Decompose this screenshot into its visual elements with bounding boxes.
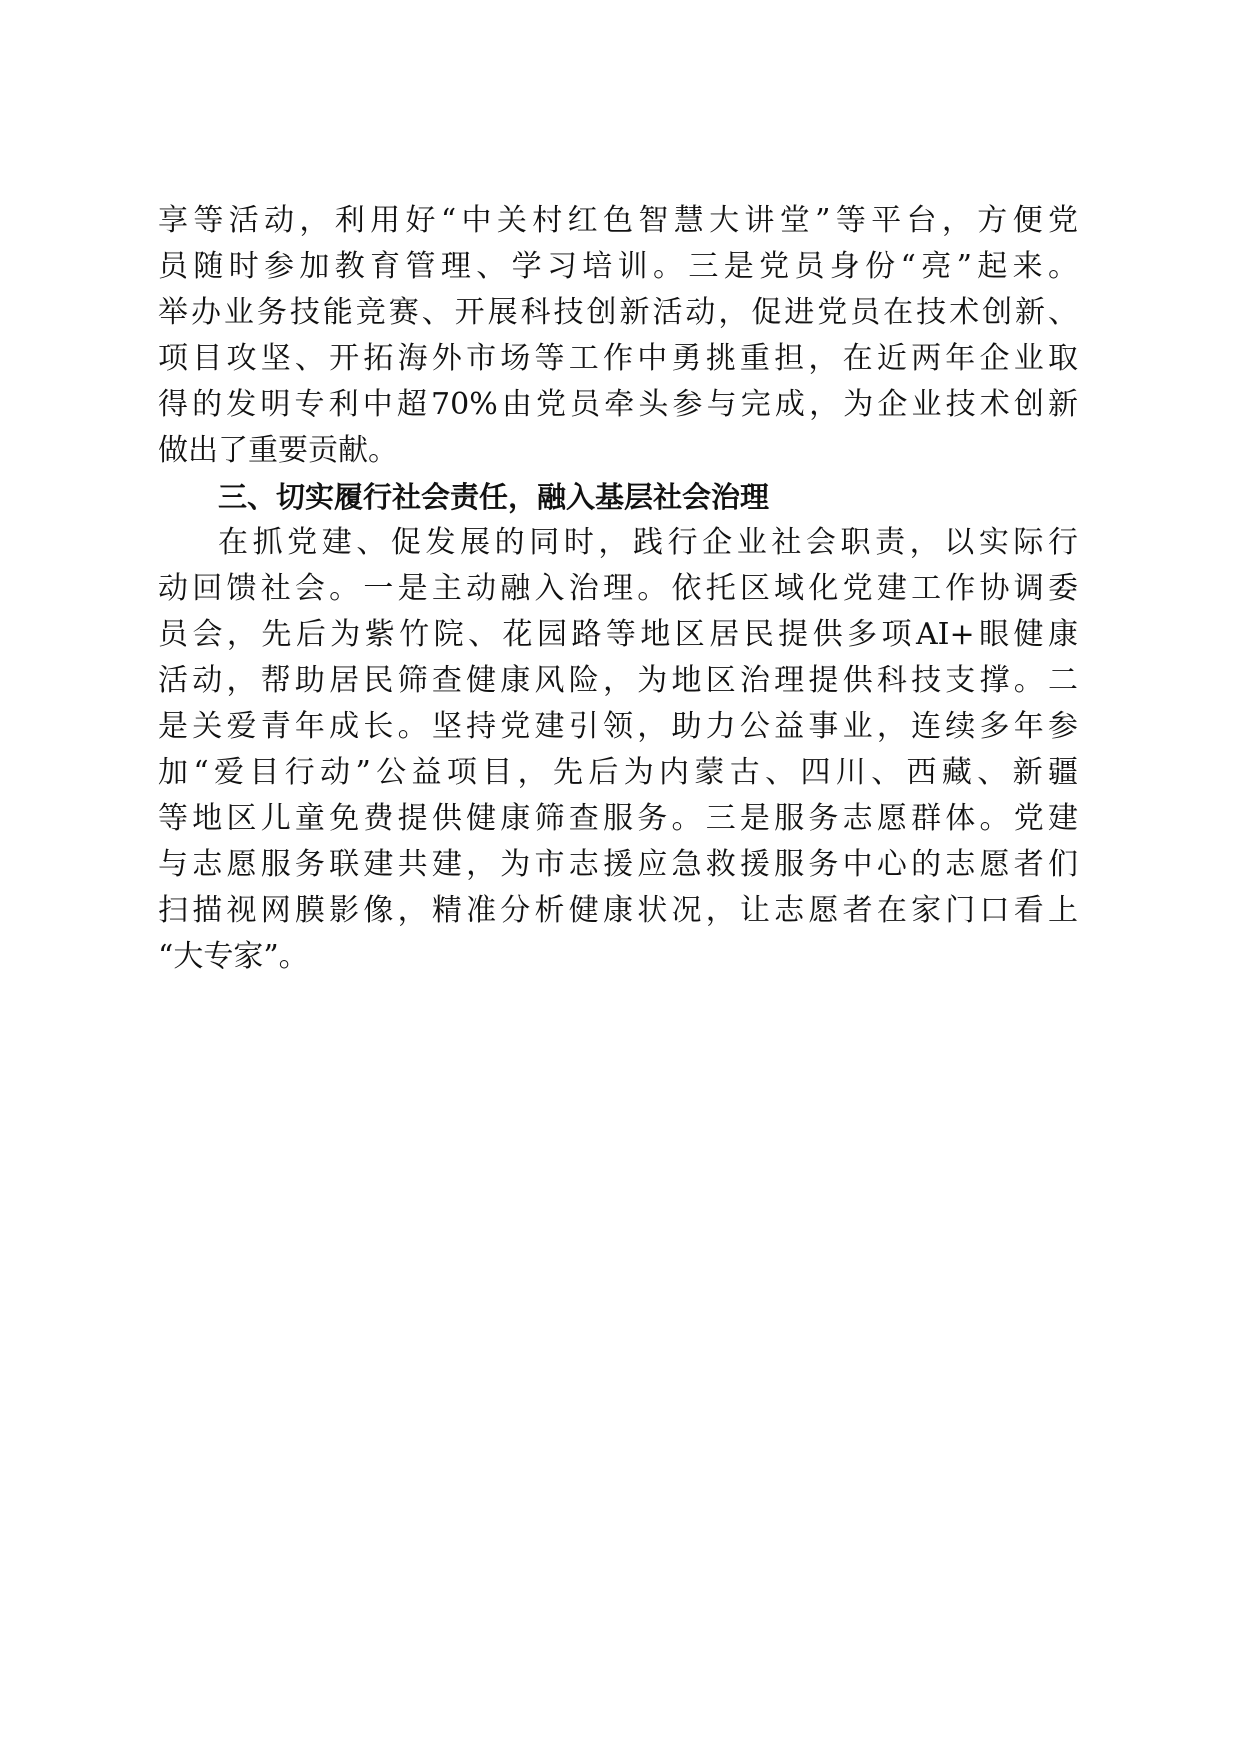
- section-heading: 三、切实履行社会责任，融入基层社会治理: [218, 480, 770, 514]
- text-line: 加“爱目行动”公益项目，先后为内蒙古、四川、西藏、新疆: [158, 755, 1078, 790]
- text-line: 扫描视网膜影像，精准分析健康状况，让志愿者在家门口看上: [158, 893, 1078, 928]
- text-line: 做出了重要贡献。: [158, 433, 398, 468]
- text-line: 动回馈社会。一是主动融入治理。依托区域化党建工作协调委: [158, 571, 1078, 606]
- text-line: 得的发明专利中超70%由党员牵头参与完成，为企业技术创新: [158, 387, 1078, 422]
- text-line: 在抓党建、促发展的同时，践行企业社会职责，以实际行: [218, 525, 1078, 560]
- text-line: 享等活动，利用好“中关村红色智慧大讲堂”等平台，方便党: [158, 203, 1078, 238]
- text-line: 员会，先后为紫竹院、花园路等地区居民提供多项AI+眼健康: [158, 617, 1078, 652]
- paragraph-1: [158, 198, 1078, 474]
- text-line: 等地区儿童免费提供健康筛查服务。三是服务志愿群体。党建: [158, 801, 1078, 836]
- text-line: 员随时参加教育管理、学习培训。三是党员身份“亮”起来。: [158, 249, 1078, 284]
- paragraph-2: [158, 520, 1078, 980]
- text-line: “大专家”。: [158, 939, 309, 974]
- text-line: 与志愿服务联建共建，为市志援应急救援服务中心的志愿者们: [158, 847, 1078, 882]
- text-line: 项目攻坚、开拓海外市场等工作中勇挑重担，在近两年企业取: [158, 341, 1078, 376]
- text-line: 活动，帮助居民筛查健康风险，为地区治理提供科技支撑。二: [158, 663, 1078, 698]
- text-line: 举办业务技能竞赛、开展科技创新活动，促进党员在技术创新、: [158, 295, 1078, 330]
- document-body: [158, 198, 1078, 980]
- text-line: 是关爱青年成长。坚持党建引领，助力公益事业，连续多年参: [158, 709, 1078, 744]
